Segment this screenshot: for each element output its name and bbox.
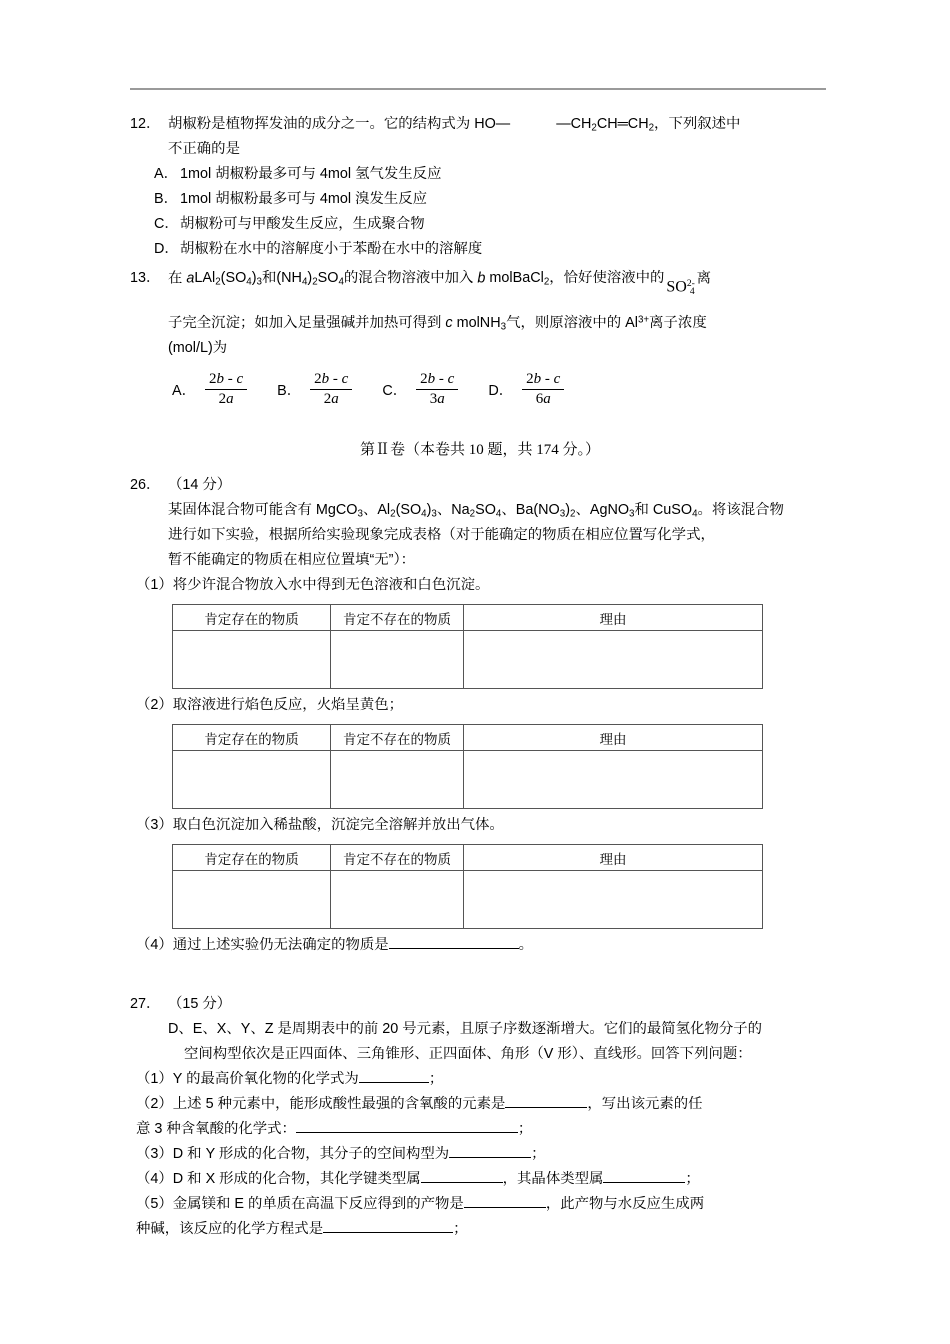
q12-option-a: [130, 162, 830, 187]
table-header-present: 肯定存在的物质: [173, 725, 331, 751]
q26-table-1: [172, 604, 763, 689]
q27-item-4-mid: ，其晶体类型属: [502, 1171, 604, 1188]
q26-points: （14 分）: [168, 477, 232, 494]
q26-table-3: [172, 844, 763, 929]
q27-item-1-post: ；: [428, 1071, 444, 1088]
q13-option-c-letter: C．: [382, 383, 408, 400]
answer-cell-present[interactable]: [173, 751, 331, 809]
q26-table-1-wrap: [130, 604, 830, 689]
table-header-absent: 肯定不存在的物质: [331, 605, 464, 631]
q26-part-4-answer-blank[interactable]: [389, 948, 519, 949]
answer-cell-present[interactable]: [173, 871, 331, 929]
section-spacer: [130, 958, 830, 992]
q12-option-a-text: 1mol 胡椒粉最多可与 4mol 氢气发生反应: [180, 166, 442, 182]
q13-option-c-denominator: 3a: [429, 391, 445, 408]
q27-item-3-post: ；: [531, 1146, 546, 1163]
answer-cell-absent[interactable]: [331, 751, 464, 809]
question-13: [130, 262, 830, 408]
q13-option-c-numerator: 2b - c: [420, 371, 455, 388]
q13-option-d-letter: D．: [488, 383, 514, 400]
q27-item-5-cont: [130, 1217, 830, 1242]
q26-table-3-wrap: [130, 844, 830, 929]
q13-text-d: 离: [696, 270, 712, 287]
q13-option-a-fraction: [205, 371, 247, 408]
q26-stem-line2: 进行如下实验，根据所给实验现象完成表格（对于能确定的物质在相应位置写化学式，: [168, 527, 715, 544]
q27-item-4-pre: （4）D 和 X 形成的化合物，其化学键类型属: [136, 1171, 421, 1188]
q12-option-c-text: 胡椒粉可与甲酸发生反应，生成聚合物: [180, 216, 425, 232]
q27-number: 27．: [130, 996, 161, 1013]
q27-item-3-blank[interactable]: [449, 1157, 531, 1158]
q12-option-b-letter: B．: [154, 191, 178, 207]
q13-option-a-letter: A．: [172, 383, 196, 400]
q26-substance-list: 某固体混合物可能含有 MgCO$_3$、$Al_2(SO_4)_3$、$Na_2SO_4$、$Ba(NO_3)_2$、AgNO$_3$和 CuSO$_4$。将该混合物: [168, 502, 784, 520]
question-12: [130, 112, 830, 262]
q27-item-5: [130, 1192, 830, 1217]
q13-text-a: 在: [168, 270, 187, 287]
q13-variable-c: c: [445, 315, 453, 332]
q26-number: 26．: [130, 477, 161, 494]
answer-cell-present[interactable]: [173, 631, 331, 689]
q13-option-d-numerator: 2b - c: [526, 371, 561, 388]
q27-points: （15 分）: [168, 996, 232, 1013]
q13-line2-b: molNH$_3$气，则原溶液中的 $Al^{3+}$离子浓度: [452, 314, 707, 333]
section-2-heading: [130, 438, 830, 459]
section-suffix: 卷（本卷共 10 题，共 174 分。）: [390, 442, 601, 459]
q26-header: [130, 473, 830, 498]
q27-item-2-cont: [130, 1117, 830, 1142]
q12-stem-line1: [130, 112, 830, 137]
q13-option-d: [488, 371, 564, 408]
q26-part-4-post: 。: [518, 937, 534, 954]
q27-item-3: [130, 1142, 830, 1167]
q13-option-b-fraction: [310, 371, 352, 408]
q13-option-d-fraction: [522, 371, 564, 408]
q13-text-c: molBaCl$_2$，恰好使溶液中的: [485, 270, 665, 288]
q27-item-2-cont-pre: 意 3 种含氧酸的化学式：: [136, 1121, 296, 1138]
q13-number: 13．: [130, 270, 161, 287]
q27-item-5-cont-post: ；: [453, 1221, 468, 1238]
table-row: [173, 871, 763, 929]
q27-item-4-blank-1[interactable]: [421, 1182, 503, 1183]
q27-item-5-cont-blank[interactable]: [323, 1232, 453, 1233]
q13-fraction-options: [130, 371, 830, 408]
header-rule: [130, 88, 826, 90]
table-header-present: 肯定存在的物质: [173, 605, 331, 631]
q13-stem-line1: [130, 262, 830, 298]
q13-option-a: [172, 371, 247, 408]
q27-item-5-cont-pre: 种碱，该反应的化学方程式是: [136, 1221, 324, 1238]
q27-item-3-pre: （3）D 和 Y 形成的化合物，其分子的空间构型为: [136, 1146, 450, 1163]
answer-cell-reason[interactable]: [464, 631, 763, 689]
q13-option-a-numerator: 2b - c: [209, 371, 244, 388]
answer-cell-reason[interactable]: [464, 871, 763, 929]
section-prefix: 第: [359, 442, 375, 459]
page-content: [130, 88, 830, 1242]
q13-line2-a: 子完全沉淀；如加入足量强碱并加热可得到: [168, 315, 446, 332]
table-header-absent: 肯定不存在的物质: [331, 725, 464, 751]
q12-option-a-letter: A．: [154, 166, 178, 182]
q13-stem-line3: (mol/L)为: [168, 340, 228, 357]
table-header-row: [173, 725, 763, 751]
q27-item-5-blank[interactable]: [464, 1207, 546, 1208]
q13-option-b-numerator: 2b - c: [314, 371, 349, 388]
q27-stem-line1: D、E、X、Y、Z 是周期表中的前 20 号元素，且原子序数逐渐增大。它们的最简氢化物分子的: [168, 1021, 763, 1038]
sulfate-ion-formula: $SO^{2-}4$: [666, 278, 695, 298]
q12-stem-text-1: 胡椒粉是植物挥发油的成分之一。它的结构式为 HO—: [168, 116, 511, 132]
q27-item-4: [130, 1167, 830, 1192]
q12-option-d-letter: D．: [154, 241, 179, 257]
q12-structural-formula: $—CH_2CH═CH_2$: [556, 116, 655, 134]
q26-stem-line3: 暂不能确定的物质在相应位置填“无”）：: [168, 552, 416, 569]
q12-number: 12．: [130, 116, 161, 132]
q12-stem-line2: 不正确的是: [168, 141, 240, 157]
question-26: [130, 473, 830, 958]
q26-table-2-wrap: [130, 724, 830, 809]
section-roman-numeral: Ⅱ: [374, 442, 390, 459]
q12-option-d-text: 胡椒粉在水中的溶解度小于苯酚在水中的溶解度: [180, 241, 483, 257]
q27-item-1-pre: （1）Y 的最高价氧化物的化学式为: [136, 1071, 359, 1088]
q27-item-2: [130, 1092, 830, 1117]
q13-option-d-denominator: 6a: [535, 391, 551, 408]
table-header-row: [173, 605, 763, 631]
q13-option-b-denominator: 2a: [323, 391, 339, 408]
q12-stem-text-2: ，下列叙述中: [654, 116, 741, 132]
answer-cell-reason[interactable]: [464, 751, 763, 809]
q12-option-b: [130, 187, 830, 212]
q12-option-c-letter: C．: [154, 216, 179, 232]
table-header-present: 肯定存在的物质: [173, 845, 331, 871]
answer-cell-absent[interactable]: [331, 631, 464, 689]
q12-option-b-text: 1mol 胡椒粉最多可与 4mol 溴发生反应: [180, 191, 428, 207]
table-row: [173, 751, 763, 809]
q27-item-2-pre: （2）上述 5 种元素中，能形成酸性最强的含氧酸的元素是: [136, 1096, 506, 1113]
q13-variable-b: b: [477, 270, 486, 287]
q27-item-4-blank-2[interactable]: [603, 1182, 685, 1183]
q12-option-c: [130, 212, 830, 237]
q13-stem-line2: [130, 311, 830, 336]
q26-part-4-pre: （4）通过上述实验仍无法确定的物质是: [136, 937, 389, 954]
q13-spacer: [130, 295, 830, 311]
table-header-reason: 理由: [464, 605, 763, 631]
q13-option-b: [277, 371, 352, 408]
q13-text-b: 和$(NH_4)_2SO_4$的混合物溶液中加入: [261, 270, 478, 288]
answer-cell-absent[interactable]: [331, 871, 464, 929]
q27-item-2-blank[interactable]: [505, 1107, 587, 1108]
table-row: [173, 631, 763, 689]
benzene-ring-placeholder-icon: [510, 117, 556, 131]
q26-part-3-label: （3）取白色沉淀加入稀盐酸，沉淀完全溶解并放出气体。: [136, 817, 504, 834]
q26-stem-line1: [130, 498, 830, 523]
q27-stem-line2: 空间构型依次是正四面体、三角锥形、正四面体、角形（V 形）、直线形。回答下列问题：: [184, 1046, 752, 1063]
q27-item-4-post: ；: [685, 1171, 700, 1188]
table-header-reason: 理由: [464, 725, 763, 751]
q13-option-c: [382, 371, 458, 408]
q13-option-a-denominator: 2a: [218, 391, 234, 408]
q13-formula-1: $LAl_2(SO_4)_3$: [194, 270, 262, 288]
q27-header: [130, 992, 830, 1017]
q12-option-d: [130, 237, 830, 262]
q27-item-2-cont-post: ；: [517, 1121, 533, 1138]
q27-item-1: [130, 1067, 830, 1092]
q27-item-1-blank[interactable]: [359, 1082, 429, 1083]
q27-item-2-post: ，写出该元素的任: [587, 1096, 703, 1113]
q13-option-b-letter: B．: [277, 383, 302, 400]
q26-part-4: [130, 933, 830, 958]
q26-part-2-label: （2）取溶液进行焰色反应，火焰呈黄色；: [136, 697, 404, 714]
table-header-reason: 理由: [464, 845, 763, 871]
q27-item-5-post: ，此产物与水反应生成两: [545, 1196, 705, 1213]
question-27: [130, 992, 830, 1242]
table-header-absent: 肯定不存在的物质: [331, 845, 464, 871]
q26-part-1-label: （1）将少许混合物放入水中得到无色溶液和白色沉淀。: [136, 577, 490, 594]
q13-variable-a: a: [186, 270, 195, 287]
q26-table-2: [172, 724, 763, 809]
table-header-row: [173, 845, 763, 871]
q13-option-c-fraction: [416, 371, 458, 408]
q27-item-5-pre: （5）金属镁和 E 的单质在高温下反应得到的产物是: [136, 1196, 464, 1213]
q27-item-2-cont-blank[interactable]: [296, 1132, 518, 1133]
